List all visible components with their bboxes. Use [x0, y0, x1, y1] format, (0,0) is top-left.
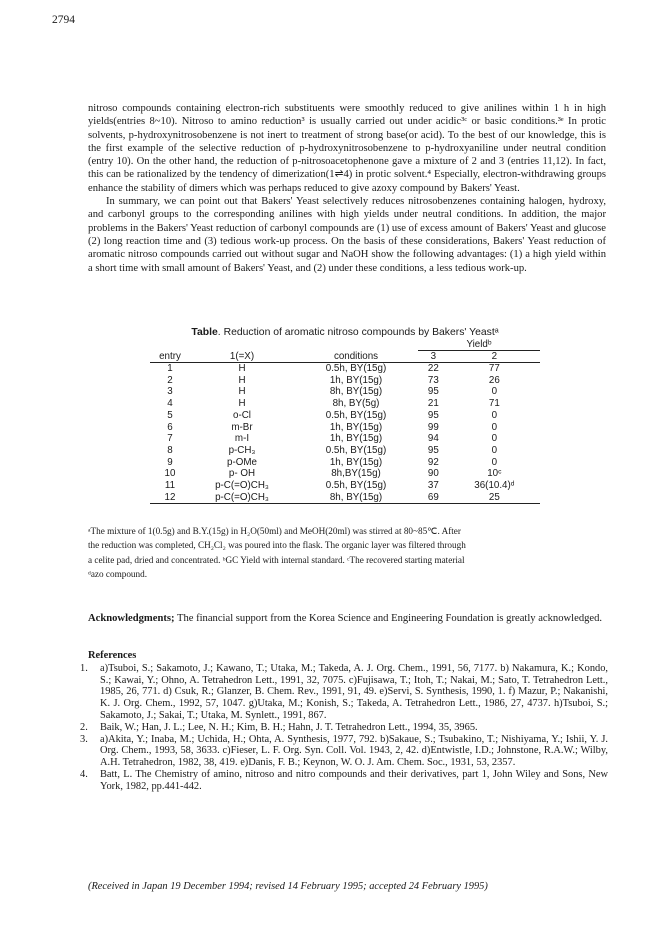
table-cell: 0.5h, BY(15g)	[325, 363, 387, 374]
table-row	[150, 410, 540, 422]
table-cell: 25	[449, 492, 540, 504]
col-header: 1(=X)	[190, 351, 294, 363]
table-cell: 10ᶜ	[487, 468, 502, 480]
table-cell: 0.5h, BY(15g)	[325, 444, 387, 456]
table-cell: 1h, BY(15g)	[329, 433, 383, 445]
table-cell: 92	[427, 456, 439, 468]
table-cell: 69	[418, 492, 449, 504]
table-cell: p-C(=O)CH₃	[190, 492, 294, 504]
table-row	[150, 375, 540, 387]
table-cell: 99	[427, 421, 439, 433]
table-row	[150, 468, 540, 480]
table-row	[150, 480, 540, 492]
table-cell: 71	[488, 398, 500, 410]
table-cell: 1h, BY(15g)	[329, 456, 383, 468]
table-cell: 1h, BY(15g)	[329, 421, 383, 433]
table-cell: m-Br	[231, 421, 253, 433]
table-row	[150, 457, 540, 469]
reference-item: 4. Batt, L. The Chemistry of amino, nitroso and nitro compounds and their derivatives, part 1, John Wiley and Sons, New York, 1982, pp.441-442.	[80, 768, 608, 792]
table-cell: 1	[167, 363, 173, 374]
table-cell: 0	[491, 409, 498, 421]
table-cell: 22	[427, 363, 439, 374]
table-cell: o-Cl	[233, 409, 251, 421]
table-cell: 0	[491, 386, 498, 398]
table-cell: 77	[488, 363, 500, 374]
table-row	[150, 386, 540, 398]
table-cell: 95	[427, 386, 439, 398]
table-cell: m-I	[234, 433, 250, 445]
table-cell: 3	[167, 386, 173, 398]
footnote-line: the reduction was completed, CH₂Cl₂ was poured into the flask. The organic layer was filtered through	[88, 540, 466, 551]
table-cell: 11	[164, 480, 176, 492]
col-header: 2	[449, 351, 540, 363]
table-cell: 37	[427, 480, 439, 492]
results-table	[150, 327, 540, 504]
table-cell: p-OMe	[227, 456, 257, 468]
paragraph: In summary, we can point out that Bakers' Yeast selectively reduces nitrosobenzenes containing halogen, hydroxy, and carbonyl groups to the corresponding anilines with high yields under neutral conditions. In addition, the major problems in the Bakers' Yeast reduction of carbonyl compounds are (1) use of excess amount of Bakers' Yeast and glucose (2) long reaction time and (3) tedious work-up process. On the basis of these considerations, Bakers' Yeast reduction of aromatic nitroso compounds carried out without sugar and NaOH show the following advantages: (1) a high yield within a short time with small amount of Bakers' Yeast, and (2) under these conditions, a less tedious work-up.	[88, 196, 606, 274]
table-cell: 4	[167, 398, 173, 410]
yield-header: Yieldᵇ	[418, 339, 540, 351]
reference-item: 2. Baik, W.; Han, J. L.; Lee, N. H.; Kim, B. H.; Hahn, J. T. Tetrahedron Lett., 1994, 35, 3965.	[80, 721, 478, 733]
table-cell: 9	[167, 456, 173, 468]
table-cell: 6	[167, 421, 173, 433]
page-number: 2794	[52, 14, 75, 26]
ack-label: Acknowledgments;	[88, 613, 175, 624]
footnote-line: a celite pad, dried and concentrated. ᵇGC Yield with internal standard. ᶜThe recovered starting material	[88, 554, 465, 565]
table-row	[150, 422, 540, 434]
ack-text: The financial support from the Korea Science and Engineering Foundation is greatly acknowledged.	[174, 613, 603, 624]
table-cell: 94	[427, 433, 439, 445]
table-row	[150, 398, 540, 410]
table-cell: 8h, BY(15g)	[294, 492, 418, 504]
table-cell: H	[238, 363, 246, 374]
table-cell: 21	[427, 398, 439, 410]
table-cell: 95	[427, 444, 439, 456]
references-title: References	[88, 650, 137, 661]
footnote-line: ᵈazo compound.	[88, 568, 147, 579]
table-caption: Table. Reduction of aromatic nitroso compounds by Bakers' Yeastᵃ	[191, 327, 499, 338]
body-text	[88, 102, 606, 275]
table-cell: 1h, BY(15g)	[329, 374, 383, 386]
reference-item: 1. a)Tsuboi, S.; Sakamoto, J.; Kawano, T.; Utaka, M.; Takeda, A. J. Org. Chem., 1991, 56, 7177. b) Nakamura, K.; Kondo, S.; Kawai, Y.; Ohno, A. Tetrahedron Lett., 1991, 32, 7075. c)Fujisawa, T.; Itoh, T.; Nakai, M.; Sato, T. Tetrahedron Lett., 1985, 26, 771. d) Csuk, R.; Glanzer, B. Chem. Rev., 1991, 91, 49. e)Servi, S. Synthesis, 1990, 1. f) Mazur, P.; Nakanishi, K. J. Org. Chem., 1992, 57, 1047. g)Utaka, M.; Konish, S.; Takeda, A. Tetrahedron Lett., 1986, 27, 4737. h)Tsuboi, S.; Sakamoto, J.; Sakai, T.; Utaka, M. Synlett., 1991, 867.	[80, 662, 608, 721]
paragraph: nitroso compounds containing electron-rich substituents were smoothly reduced to give anilines within 1 h in high yields(entries 8~10). Nitroso to amino reduction³ is usually carried out under acidic³ᶜ or basic conditions.³ᵉ In protic solvents, p-hydroxynitrosobenzene is not inert to treatment of strong base(or acid). To the best of our knowledge, this is the first example of the selective reduction of p-hydroxynitrosobenzene to p-hydroxyaniline under neutral condition (entry 10). On the other hand, the reduction of p-nitrosoacetophenone gave a mixture of 2 and 3 (entries 11,12). In fact, this can be rationalized by the tendency of dimerization(1⇌4) in protic solvent.⁴ Especially, electron-withdrawing groups enhance the stability of dimers which was perhaps reduced to give azoxy compound by Bakers' Yeast.	[88, 103, 606, 194]
table-row	[150, 445, 540, 457]
reference-item: 3. a)Akita, Y.; Inaba, M.; Uchida, H.; Ohta, A. Synthesis, 1977, 792. b)Sakaue, S.; Tsubakino, T.; Nishiyama, Y.; Ishii, Y. J. Org. Chem., 1993, 58, 3633. c)Fieser, L. F. Org. Syn. Coll. Vol. 1943, 2, 42. d)Entwistle, I.D.; Johnstone, R.A.W.; Wilby, A.H. Tetrahedron, 1982, 38, 419. e)Danis, F. B.; Keynon, W. O. J. Am. Chem. Soc., 1931, 53, 2357.	[80, 733, 608, 769]
references	[80, 650, 608, 793]
table-footnotes	[88, 524, 588, 581]
col-header: conditions	[294, 351, 418, 363]
table-cell: 0	[491, 433, 498, 445]
received-dates: (Received in Japan 19 December 1994; revised 14 February 1995; accepted 24 February 1995)	[88, 881, 488, 892]
col-header: entry	[150, 351, 190, 363]
table-cell: 7	[167, 433, 173, 445]
table-cell: H	[238, 398, 246, 410]
table-cell: 0	[491, 456, 498, 468]
table-cell: 8h, BY(15g)	[329, 386, 383, 398]
table-cell: 0	[491, 444, 498, 456]
table-cell: 73	[427, 374, 439, 386]
footnote-line: ᵃThe mixture of 1(0.5g) and B.Y.(15g) in H₂O(50ml) and MeOH(20ml) was stirred at 80~85℃. After	[88, 526, 461, 536]
table-cell: 36(10.4)ᵈ	[474, 480, 515, 492]
table-cell: 8h,BY(15g)	[331, 468, 381, 480]
table-cell: 8h, BY(5g)	[332, 398, 380, 410]
table-cell: p- OH	[228, 468, 256, 480]
table-cell: H	[238, 386, 246, 398]
col-header: 3	[418, 351, 449, 363]
table-cell: 26	[488, 374, 500, 386]
table-cell: 8	[167, 444, 173, 456]
acknowledgments	[88, 612, 606, 625]
table-cell: p-C(=O)CH₃	[215, 480, 269, 492]
table-cell: p-CH₃	[228, 444, 256, 456]
table-row	[150, 363, 540, 375]
table-cell: 95	[427, 409, 439, 421]
table-row	[150, 492, 540, 504]
table-cell: 10	[164, 468, 176, 480]
table-cell: 0	[491, 421, 498, 433]
table-cell: 0.5h, BY(15g)	[325, 409, 387, 421]
table-row	[150, 433, 540, 445]
table-cell: 90	[427, 468, 439, 480]
table-cell: 12	[150, 492, 190, 504]
table-cell: 5	[167, 409, 173, 421]
table-cell: H	[238, 374, 246, 386]
table-cell: 2	[167, 374, 173, 386]
table-cell: 0.5h, BY(15g)	[325, 480, 387, 492]
